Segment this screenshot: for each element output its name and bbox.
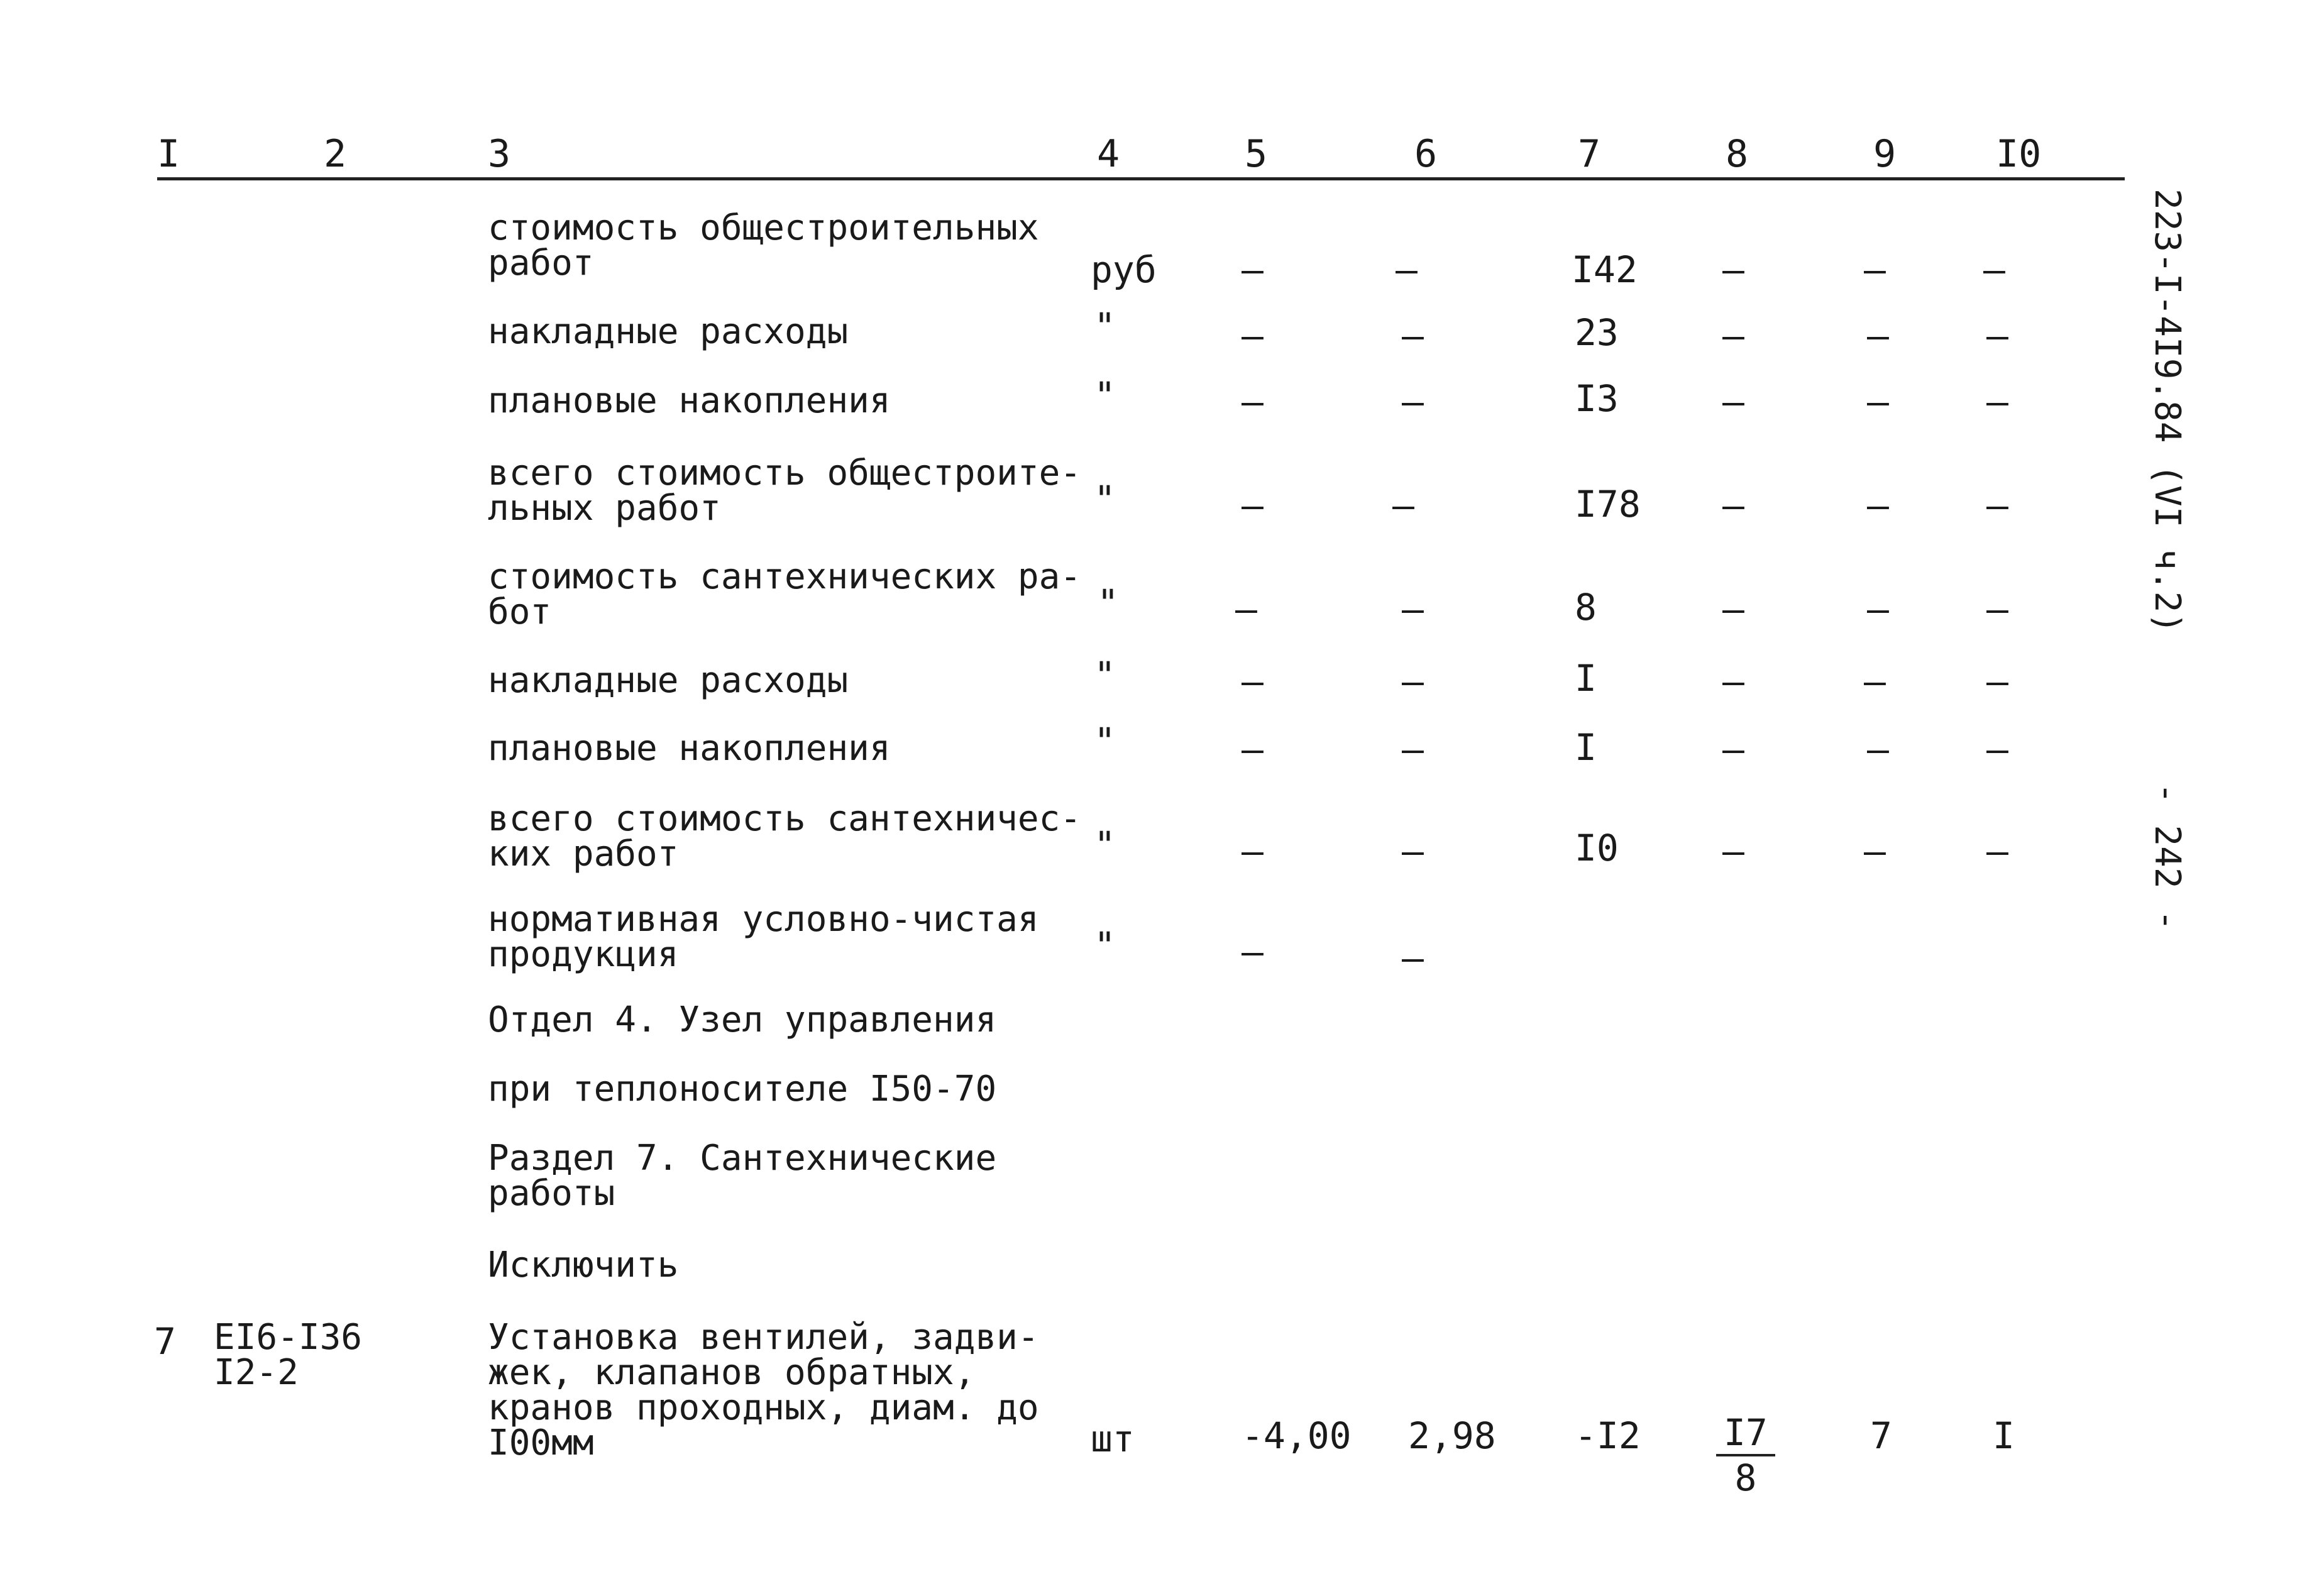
row-c7: 8	[1575, 586, 1597, 629]
row-c8: –	[1722, 248, 1744, 291]
row-c5: –	[1242, 930, 1264, 973]
row-c7: I3	[1575, 377, 1619, 420]
col-header-1: I	[157, 132, 180, 176]
item-c5: -4,00	[1242, 1414, 1352, 1457]
row-c5: –	[1242, 660, 1264, 703]
row-desc: стоимость общестроительных работ	[488, 207, 1039, 283]
row-desc: стоимость сантехнических ра- бот	[488, 556, 1082, 632]
row-c6: –	[1402, 380, 1424, 423]
row-c10: –	[1986, 588, 2008, 630]
row-c10: –	[1986, 484, 2008, 527]
row-desc: накладные расходы	[488, 660, 849, 701]
row-desc: плановые накопления	[488, 728, 891, 769]
row-c5: –	[1235, 588, 1257, 630]
item-c10: I	[1993, 1414, 2015, 1457]
col-header-8: 8	[1726, 132, 1749, 176]
row-c6: –	[1402, 830, 1424, 872]
col-header-3: 3	[488, 132, 511, 176]
row-desc: накладные расходы	[488, 311, 849, 352]
row-c7: I0	[1575, 827, 1619, 869]
col-header-6: 6	[1414, 132, 1438, 176]
item-c8-fraction	[1716, 1411, 1775, 1499]
row-c6: –	[1402, 314, 1424, 357]
row-c6: –	[1402, 728, 1424, 771]
row-c9: –	[1867, 728, 1889, 771]
row-c7: I	[1575, 726, 1597, 769]
row-desc: всего стоимость общестроите- льных работ	[488, 453, 1082, 529]
row-c9: –	[1864, 248, 1886, 291]
row-c5: –	[1242, 380, 1264, 423]
header-rule	[157, 177, 2125, 180]
col-header-7: 7	[1578, 132, 1601, 176]
row-unit: "	[1094, 374, 1116, 417]
row-c8: –	[1722, 380, 1744, 423]
row-c9: –	[1864, 660, 1886, 703]
row-c8: –	[1722, 830, 1744, 872]
row-unit: "	[1097, 581, 1119, 624]
row-c6: –	[1392, 484, 1414, 527]
row-c10: –	[1986, 728, 2008, 771]
row-unit: руб	[1091, 248, 1157, 291]
row-desc: нормативная условно-чистая продукция	[488, 899, 1039, 975]
row-c8: –	[1722, 588, 1744, 630]
item-c8-denominator: 8	[1734, 1456, 1757, 1499]
row-unit: "	[1094, 823, 1116, 866]
row-desc: всего стоимость сантехничес- ких работ	[488, 798, 1082, 874]
col-header-9: 9	[1873, 132, 1897, 176]
row-c9: –	[1864, 830, 1886, 872]
item-c6: 2,98	[1408, 1414, 1496, 1457]
row-c8: –	[1722, 484, 1744, 527]
item-number: 7	[154, 1320, 176, 1363]
item-c7: -I2	[1575, 1414, 1641, 1457]
row-unit: "	[1094, 478, 1116, 520]
section-heading: Исключить	[488, 1245, 679, 1285]
row-c5: –	[1242, 830, 1264, 872]
row-c9: –	[1867, 380, 1889, 423]
row-c6: –	[1402, 660, 1424, 703]
item-c8-numerator: I7	[1716, 1411, 1775, 1456]
row-c5: –	[1242, 248, 1264, 291]
section-heading: Отдел 4. Узел управления	[488, 999, 997, 1040]
row-c7: I	[1575, 657, 1597, 700]
item-desc: Установка вентилей, задви- жек, клапанов обратных, кранов проходных, диам. до I00мм	[488, 1317, 1039, 1463]
row-c8: –	[1722, 314, 1744, 357]
section-heading: при теплоносителе I50-70	[488, 1069, 997, 1109]
row-c10: –	[1986, 380, 2008, 423]
row-c5: –	[1242, 314, 1264, 357]
col-header-10: I0	[1996, 132, 2042, 176]
row-unit: "	[1094, 720, 1116, 762]
row-c7: 23	[1575, 311, 1619, 354]
row-unit: "	[1094, 305, 1116, 348]
row-unit: "	[1094, 924, 1116, 967]
col-header-2: 2	[324, 132, 347, 176]
row-c5: –	[1242, 728, 1264, 771]
row-c9: –	[1867, 314, 1889, 357]
item-c9: 7	[1870, 1414, 1892, 1457]
row-c10: –	[1986, 314, 2008, 357]
row-desc: плановые накопления	[488, 380, 891, 421]
row-c10: –	[1986, 660, 2008, 703]
row-c9: –	[1867, 484, 1889, 527]
side-code-label: 223-I-4I9.84 (VI ч.2)	[2147, 189, 2188, 634]
item-unit: шт	[1091, 1417, 1135, 1460]
side-page-number: - 242 -	[2147, 783, 2188, 932]
row-c9: –	[1867, 588, 1889, 630]
row-c6: –	[1396, 248, 1418, 291]
col-header-5: 5	[1245, 132, 1268, 176]
row-c6: –	[1402, 588, 1424, 630]
row-c7: I42	[1572, 248, 1638, 291]
row-c10: –	[1986, 830, 2008, 872]
row-c5: –	[1242, 484, 1264, 527]
row-c8: –	[1722, 660, 1744, 703]
row-c10: –	[1983, 248, 2005, 291]
item-code: EI6-I36 I2-2	[214, 1317, 363, 1393]
row-c7: I78	[1575, 483, 1641, 526]
row-c6: –	[1402, 937, 1424, 979]
section-heading: Раздел 7. Сантехнические работы	[488, 1138, 997, 1214]
row-unit: "	[1094, 654, 1116, 696]
col-header-4: 4	[1097, 132, 1120, 176]
row-c8: –	[1722, 728, 1744, 771]
